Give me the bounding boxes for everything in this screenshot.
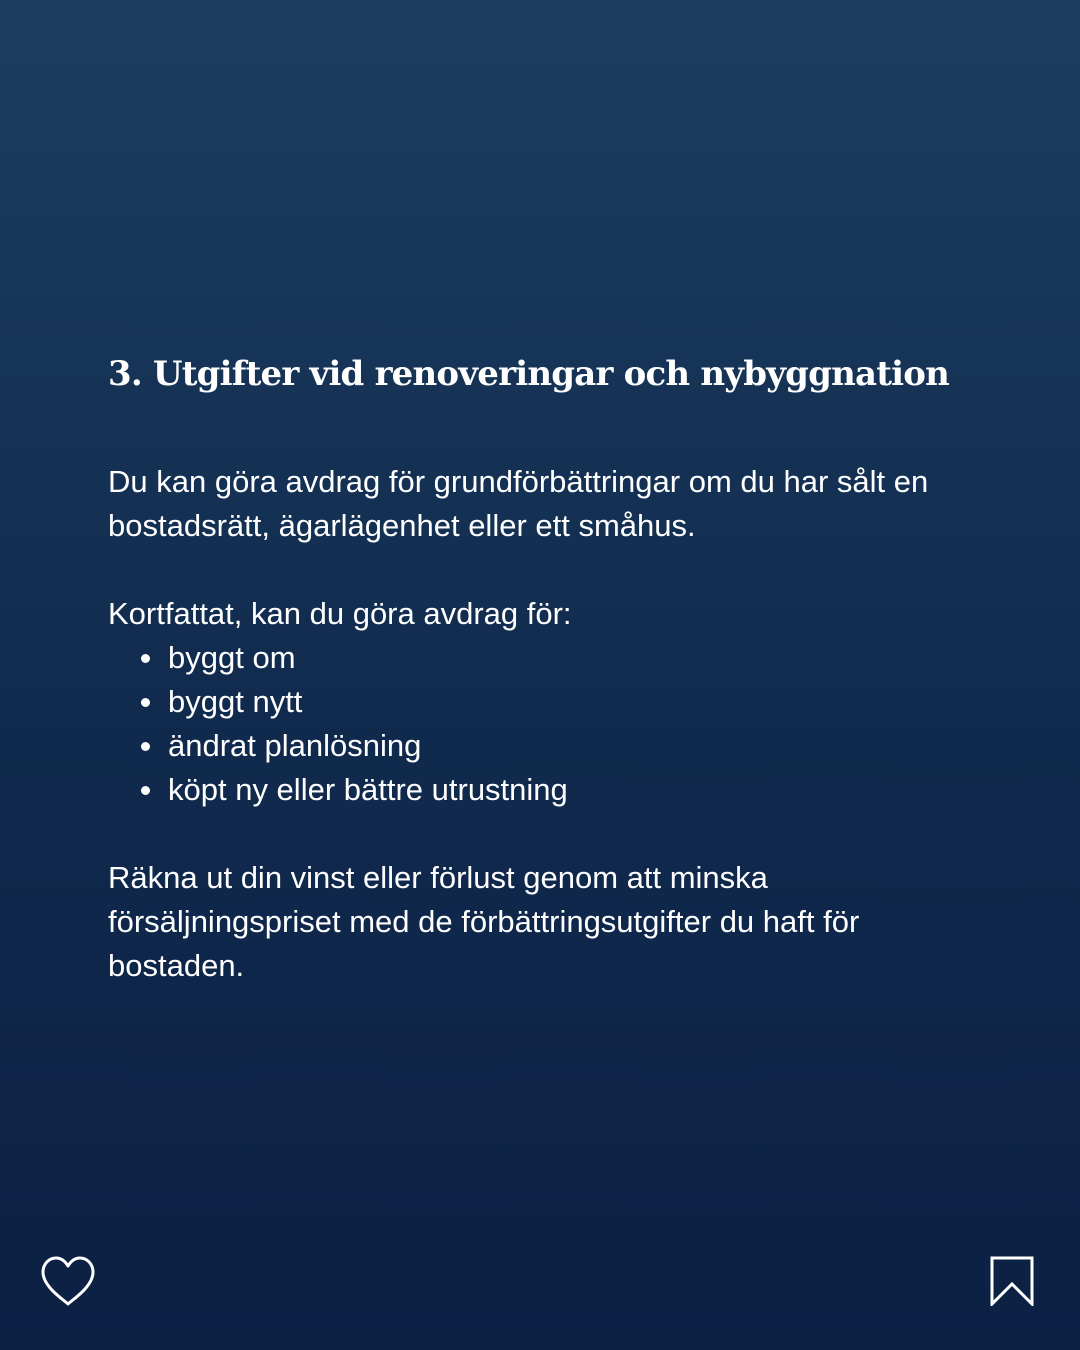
- bullet-dot: [141, 786, 150, 795]
- list-item: [108, 680, 978, 724]
- heart-icon[interactable]: [40, 1256, 96, 1308]
- list-intro: Kortfattat, kan du göra avdrag för:: [108, 596, 572, 631]
- bullet-dot: [141, 698, 150, 707]
- list-item-text: ändrat planlösning: [168, 728, 422, 763]
- bullet-dot: [141, 742, 150, 751]
- list-item-text: byggt om: [168, 640, 296, 675]
- bullet-dot: [141, 654, 150, 663]
- deduction-list: [108, 636, 978, 812]
- post-content: [108, 350, 978, 988]
- list-item: [108, 636, 978, 680]
- closing-paragraph: Räkna ut din vinst eller förlust genom att minska försäljningspriset med de förbättringsutgifter du haft för bostaden.: [108, 860, 860, 983]
- post-heading: 3. Utgifter vid renoveringar och nybyggnation: [108, 354, 950, 394]
- list-item-text: köpt ny eller bättre utrustning: [168, 772, 568, 807]
- bookmark-icon[interactable]: [990, 1256, 1034, 1306]
- intro-paragraph: Du kan göra avdrag för grundförbättringar om du har sålt en bostadsrätt, ägarlägenhet eller ett småhus.: [108, 464, 929, 543]
- list-item-text: byggt nytt: [168, 684, 303, 719]
- list-item: [108, 768, 978, 812]
- list-item: [108, 724, 978, 768]
